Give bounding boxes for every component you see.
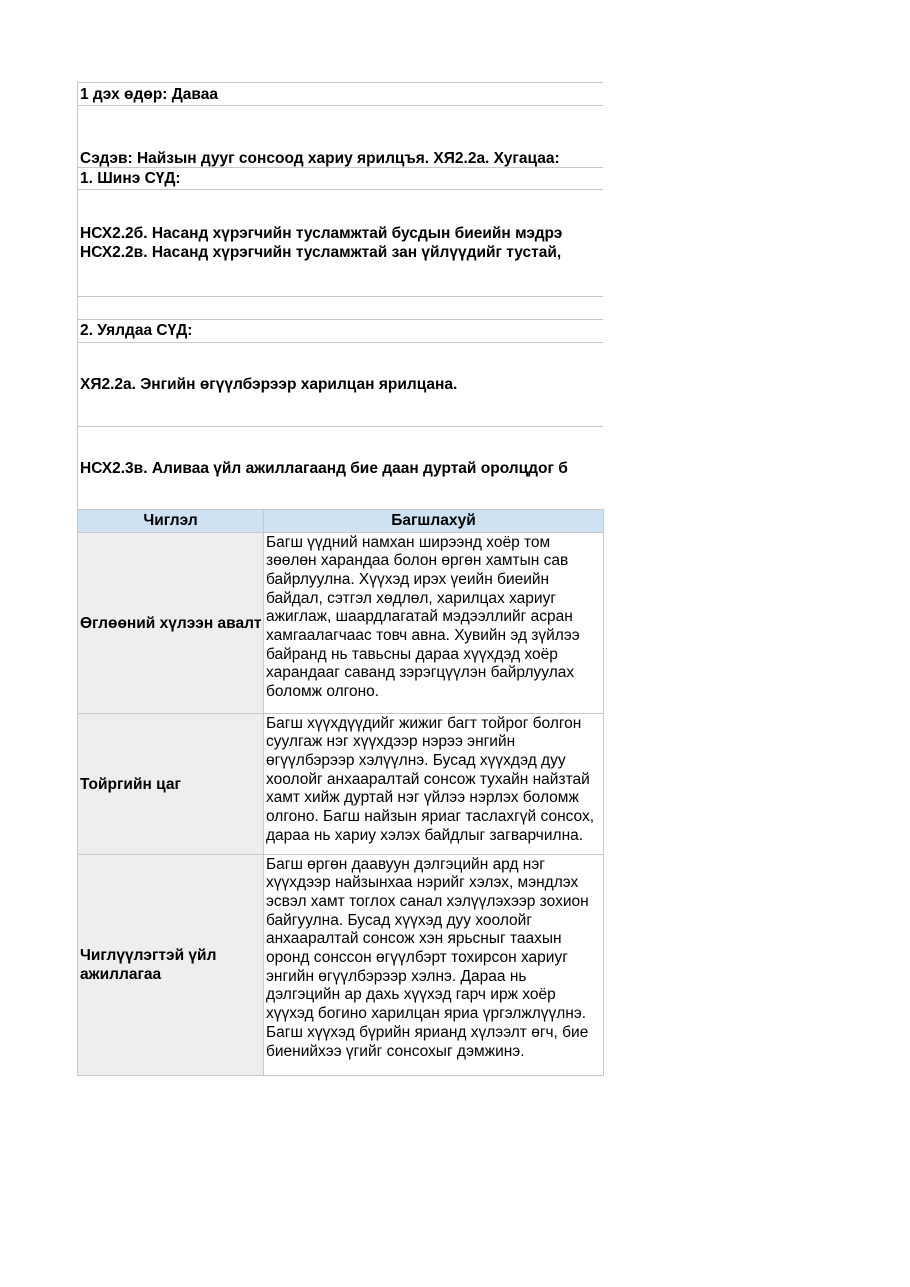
new-sud-label-row (77, 167, 603, 189)
new-sud-line-2: НСХ2.2в. Насанд хүрэгчийн тусламжтай зан үйлүүдийг тустай, (80, 244, 562, 261)
teaching-text: Багш хүүхдүүдийг жижиг багт тойрог болгон суулгаж нэг хүүхдээр нэрээ энгийн өгүүлбэрээр хэлүүлнэ. Бусад хүүхдэд дуу хоолойг анхааралтай сонсож тухайн найзтай хамт хийж дуртай нэг үйлээ нэрлэх боломж олгоно. Багш найзын яриаг таслахгүй сонсох, дараа нь хариу хэлэх байдлыг загварчилна. (266, 714, 595, 844)
table-row (78, 714, 604, 855)
column-header-direction: Чиглэл (78, 510, 264, 533)
column-header-teaching: Багшлахуй (264, 510, 604, 533)
direction-cell: Өглөөний хүлээн авалт (78, 533, 264, 714)
topic-row (77, 105, 603, 167)
linked-sud-row-1 (77, 342, 603, 426)
empty-row (77, 296, 603, 319)
teaching-cell (264, 714, 604, 855)
new-sud-label: 1. Шинэ СҮД: (80, 170, 181, 187)
direction-cell: Чиглүүлэгтэй үйл ажиллагаа (78, 855, 264, 1076)
teaching-text: Багш үүдний намхан ширээнд хоёр том зөөлөн харандаа болон өргөн хамтын сав байрлуулна. Хүүхэд ирэх үеийн биеийн байдал, сэтгэл хөдлөл, харилцах хариуг ажиглаж, шаардлагатай мэдээллийг асран хамгаалагчаас товч авна. Хувийн эд зүйлээ байранд нь тавьсны дараа хүүхдэд хоёр харандааг саванд зэрэгцүүлэн байрлуулах боломж олгоно. (266, 533, 580, 701)
linked-sud-text-2: НСХ2.3в. Аливаа үйл ажиллагаанд бие даан дуртай оролцдог б (80, 460, 568, 477)
teaching-cell (264, 533, 604, 714)
new-sud-row (77, 189, 603, 296)
table-row (78, 855, 604, 1076)
linked-sud-label-row (77, 319, 603, 342)
lesson-sheet (77, 82, 603, 1076)
day-title: 1 дэх өдөр: Даваа (80, 86, 218, 103)
table-row (78, 533, 604, 714)
new-sud-line-1: НСХ2.2б. Насанд хүрэгчийн тусламжтай бусдын биеийн мэдрэ (80, 225, 563, 242)
teaching-cell (264, 855, 604, 1076)
linked-sud-label: 2. Уялдаа СҮД: (80, 322, 193, 339)
linked-sud-row-2 (77, 426, 603, 509)
table-header-row (78, 510, 604, 533)
day-row (77, 82, 603, 105)
teaching-text: Багш өргөн даавуун дэлгэцийн ард нэг хүүхдээр найзынхаа нэрийг хэлэх, мэндлэх эсвэл хамт тоглох санал хэлүүлэхээр зохион байгуулна. Бусад хүүхэд дуу хоолойг анхааралтай сонсож хэн ярьсныг таахын оронд сонссон өгүүлбэрт тохирсон хариуг энгийн өгүүлбэрээр хэлнэ. Дараа нь дэлгэцийн ар дахь хүүхэд гарч ирж хоёр хүүхэд богино харилцан яриа үргэлжлүүлнэ. Багш хүүхэд бүрийн ярианд хүлээлт өгч, бие биенийхээ үгийг сонсохыг дэмжинэ. (266, 855, 589, 1060)
activity-table (77, 509, 604, 1076)
linked-sud-text-1: ХЯ2.2а. Энгийн өгүүлбэрээр харилцан ярилцана. (80, 376, 458, 393)
direction-cell: Тойргийн цаг (78, 714, 264, 855)
topic-text: Сэдэв: Найзын дууг сонсоод хариу ярилцъя. ХЯ2.2а. Хугацаа: (80, 150, 560, 167)
